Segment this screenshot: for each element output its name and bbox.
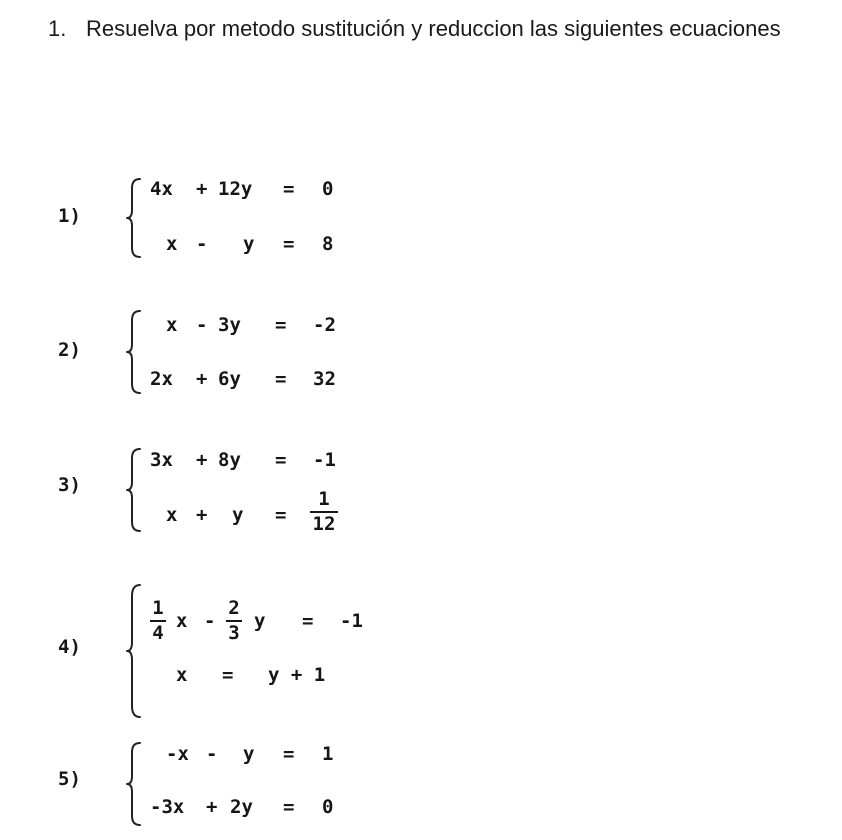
- equals-sign: =: [275, 314, 287, 336]
- operator: +: [196, 449, 208, 471]
- coef-y: 6y: [218, 368, 241, 390]
- operator: +: [196, 504, 208, 526]
- equals-sign: =: [283, 178, 295, 200]
- equals-sign: =: [275, 504, 287, 526]
- system-label: 5): [58, 768, 81, 790]
- fraction-denominator: 12: [312, 513, 336, 535]
- coef-y-fraction: [226, 599, 242, 643]
- coef-y: 12y: [218, 178, 253, 200]
- rhs: 0: [322, 178, 334, 200]
- coef-x: x: [166, 233, 178, 255]
- coef-x: 4x: [150, 178, 173, 200]
- fraction-denominator: 3: [228, 622, 240, 644]
- variable-y: y: [254, 610, 266, 632]
- coef-y: 3y: [218, 314, 241, 336]
- coef-x-fraction: [150, 599, 166, 643]
- system-label: 4): [58, 636, 81, 658]
- fraction-denominator: 4: [152, 622, 164, 644]
- system-label: 1): [58, 205, 81, 227]
- equals-sign: =: [275, 449, 287, 471]
- rhs: y + 1: [268, 664, 326, 686]
- system-label: 2): [58, 339, 81, 361]
- left-brace-icon: [124, 308, 146, 396]
- coef-x: x: [166, 314, 178, 336]
- fraction-numerator: 1: [318, 488, 330, 510]
- equals-sign: =: [283, 743, 295, 765]
- rhs: -1: [340, 610, 363, 632]
- coef-x: -x: [166, 743, 189, 765]
- exercise-number: 1.: [48, 16, 67, 41]
- operator: +: [206, 796, 218, 818]
- equals-sign: =: [302, 610, 314, 632]
- equals-sign: =: [283, 796, 295, 818]
- operator: -: [206, 743, 218, 765]
- operator: +: [196, 368, 208, 390]
- coef-y: 2y: [230, 796, 253, 818]
- left-brace-icon: [124, 740, 146, 828]
- rhs: 0: [322, 796, 334, 818]
- operator: -: [196, 233, 208, 255]
- exercise-heading: [48, 16, 781, 42]
- rhs: 32: [313, 368, 336, 390]
- fraction-numerator: 2: [228, 597, 240, 619]
- coef-x: -3x: [150, 796, 185, 818]
- left-brace-icon: [124, 446, 146, 534]
- coef-y: y: [232, 504, 244, 526]
- system-label: 3): [58, 474, 81, 496]
- operator: -: [204, 610, 216, 632]
- rhs: 1: [322, 743, 334, 765]
- rhs: -2: [313, 314, 336, 336]
- rhs-fraction: [310, 490, 338, 534]
- variable-x: x: [176, 610, 188, 632]
- operator: -: [196, 314, 208, 336]
- rhs: 8: [322, 233, 334, 255]
- rhs: -1: [313, 449, 336, 471]
- coef-y: 8y: [218, 449, 241, 471]
- left-brace-icon: [124, 582, 146, 720]
- equals-sign: =: [275, 368, 287, 390]
- coef-x: 3x: [150, 449, 173, 471]
- coef-x: 2x: [150, 368, 173, 390]
- fraction-numerator: 1: [152, 597, 164, 619]
- equals-sign: =: [222, 664, 234, 686]
- coef-y: y: [243, 233, 255, 255]
- variable-x: x: [176, 664, 188, 686]
- coef-x: x: [166, 504, 178, 526]
- exercise-instruction: Resuelva por metodo sustitución y reduccion las siguientes ecuaciones: [86, 16, 781, 41]
- left-brace-icon: [124, 176, 146, 260]
- equals-sign: =: [283, 233, 295, 255]
- coef-y: y: [243, 743, 255, 765]
- operator: +: [196, 178, 208, 200]
